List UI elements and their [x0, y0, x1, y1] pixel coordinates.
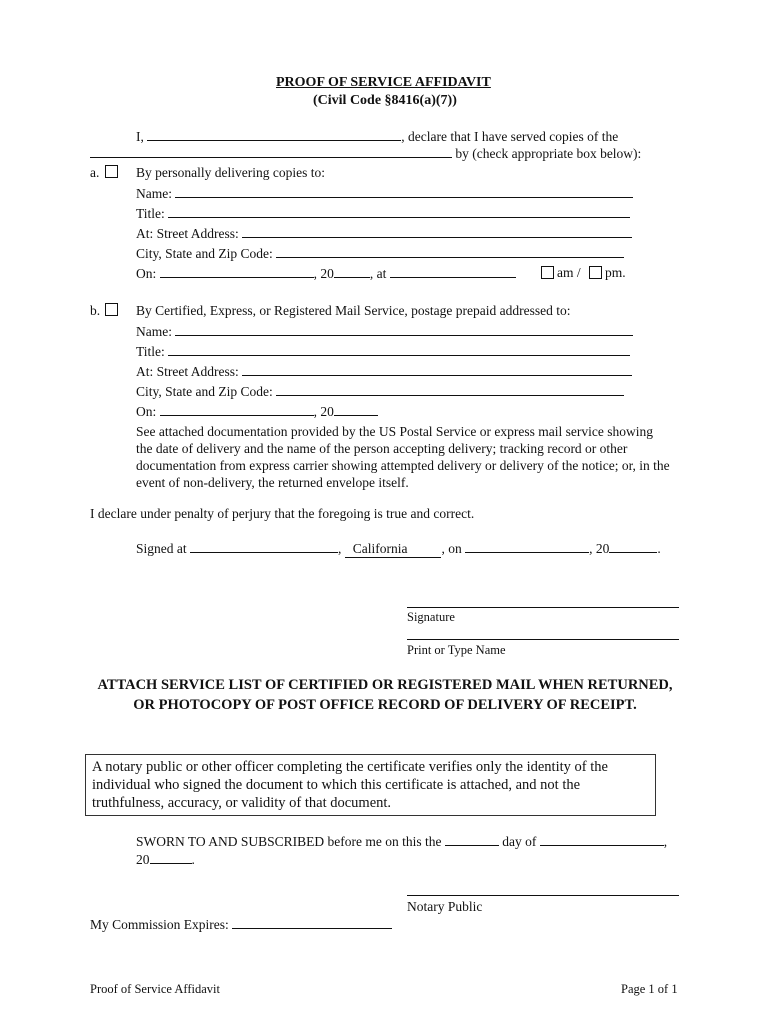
- document-subtitle: (Civil Code §8416(a)(7)): [313, 93, 457, 108]
- sworn-year-row: [136, 851, 195, 868]
- section-a-street-field[interactable]: [242, 225, 632, 238]
- section-b-label: b.: [90, 303, 101, 318]
- section-a-checkbox[interactable]: [105, 165, 118, 178]
- print-name-label: Print or Type Name: [407, 643, 506, 657]
- section-a-city-field[interactable]: [276, 245, 624, 258]
- signature-label: Signature: [407, 610, 455, 624]
- section-a-date-field[interactable]: [160, 265, 314, 278]
- section-b-city-row: [136, 383, 624, 400]
- signed-state-field[interactable]: California: [345, 541, 442, 558]
- section-a-title-row: [136, 205, 630, 222]
- section-a-at-label: , at: [369, 266, 387, 281]
- section-a-time-field[interactable]: [390, 265, 516, 278]
- signed-end: .: [657, 541, 661, 556]
- pm-label: pm.: [605, 265, 626, 280]
- section-a-name-label: Name:: [136, 186, 172, 201]
- declarant-name-field[interactable]: [147, 128, 401, 141]
- signed-at-label: Signed at: [136, 541, 187, 556]
- section-a-year-label: , 20: [313, 266, 334, 281]
- pm-checkbox[interactable]: [589, 266, 602, 279]
- sworn-text: SWORN TO AND SUBSCRIBED before me on this the: [136, 834, 442, 849]
- section-b-name-row: [136, 323, 633, 340]
- notary-signature-line[interactable]: [407, 895, 679, 896]
- print-name-line[interactable]: [407, 639, 679, 640]
- section-b-street-row: [136, 363, 632, 380]
- sworn-month-field[interactable]: [540, 833, 664, 846]
- section-b-title-label: Title:: [136, 344, 165, 359]
- section-b-city-label: City, State and Zip Code:: [136, 384, 273, 399]
- footer-document-name: Proof of Service Affidavit: [90, 982, 220, 996]
- section-a-name-field[interactable]: [175, 185, 633, 198]
- signed-year-label: , 20: [589, 541, 610, 556]
- section-b-on-row: [136, 403, 378, 420]
- am-label: am /: [557, 265, 581, 280]
- perjury-declaration: I declare under penalty of perjury that the foregoing is true and correct.: [90, 506, 475, 521]
- section-a-year-field[interactable]: [334, 265, 370, 278]
- commission-expires-field[interactable]: [232, 916, 392, 929]
- section-b-street-label: At: Street Address:: [136, 364, 239, 379]
- sworn-year-prefix: 20: [136, 852, 150, 867]
- am-checkbox[interactable]: [541, 266, 554, 279]
- signed-comma: ,: [338, 541, 342, 556]
- signed-date-field[interactable]: [465, 540, 589, 553]
- intro-line-2: [90, 145, 641, 162]
- section-a-label: a.: [90, 165, 100, 180]
- attach-notice: ATTACH SERVICE LIST OF CERTIFIED OR REGISTERED MAIL WHEN RETURNED, OR PHOTOCOPY OF POST OFFICE RECORD OF DELIVERY OF RECEIPT.: [97, 677, 673, 713]
- section-a-street-row: [136, 225, 632, 242]
- signed-at-row: [136, 540, 661, 558]
- section-b-name-label: Name:: [136, 324, 172, 339]
- section-b-checkbox[interactable]: [105, 303, 118, 316]
- section-b-title-field[interactable]: [168, 343, 630, 356]
- section-b-title-row: [136, 343, 630, 360]
- section-b-heading: By Certified, Express, or Registered Mail Service, postage prepaid addressed to:: [136, 303, 571, 318]
- section-a-city-label: City, State and Zip Code:: [136, 246, 273, 261]
- section-b-on-label: On:: [136, 404, 157, 419]
- section-b-date-field[interactable]: [160, 403, 314, 416]
- intro-check-text: by (check appropriate box below):: [455, 146, 642, 161]
- section-a-heading: By personally delivering copies to:: [136, 165, 325, 180]
- notary-disclaimer-box: A notary public or other officer completing the certificate verifies only the identity of the individual who signed the document to which this certificate is attached, and not the truthfulness, accuracy, or validity of that document.: [85, 754, 656, 816]
- served-documents-field[interactable]: [90, 145, 452, 158]
- section-a-name-row: [136, 185, 633, 202]
- section-b-city-field[interactable]: [276, 383, 624, 396]
- signature-line[interactable]: [407, 607, 679, 608]
- section-a-on-row: [136, 265, 516, 282]
- document-title: PROOF OF SERVICE AFFIDAVIT: [276, 75, 491, 90]
- section-a-title-label: Title:: [136, 206, 165, 221]
- sworn-day-field[interactable]: [445, 833, 499, 846]
- sworn-day-of-label: day of: [502, 834, 537, 849]
- signed-year-field[interactable]: [609, 540, 657, 553]
- section-b-documentation: See attached documentation provided by the US Postal Service or express mail service showing the date of delivery and the name of the person accepting delivery; tracking record or other documentation from express carrier showing attempted delivery or delivery of the notice; or, in the event of non-delivery, the returned envelope itself.: [136, 424, 670, 490]
- sworn-comma: ,: [663, 834, 668, 849]
- section-b-year-label: , 20: [313, 404, 334, 419]
- commission-label: My Commission Expires:: [90, 917, 229, 932]
- section-a-street-label: At: Street Address:: [136, 226, 239, 241]
- sworn-row: [136, 833, 667, 850]
- footer-page-number: Page 1 of 1: [621, 982, 678, 996]
- signed-on-label: , on: [441, 541, 462, 556]
- section-b-street-field[interactable]: [242, 363, 632, 376]
- sworn-year-end: .: [191, 852, 195, 867]
- signed-city-field[interactable]: [190, 540, 338, 553]
- section-a-city-row: [136, 245, 624, 262]
- section-a-title-field[interactable]: [168, 205, 630, 218]
- section-b-year-field[interactable]: [334, 403, 378, 416]
- section-b-name-field[interactable]: [175, 323, 633, 336]
- notary-public-label: Notary Public: [407, 899, 483, 914]
- intro-i-label: I,: [136, 129, 144, 144]
- intro-declare-text: , declare that I have served copies of the: [401, 129, 619, 144]
- section-a-on-label: On:: [136, 266, 157, 281]
- intro-line-1: [136, 128, 618, 145]
- commission-row: [90, 916, 392, 933]
- sworn-year-field[interactable]: [150, 851, 192, 864]
